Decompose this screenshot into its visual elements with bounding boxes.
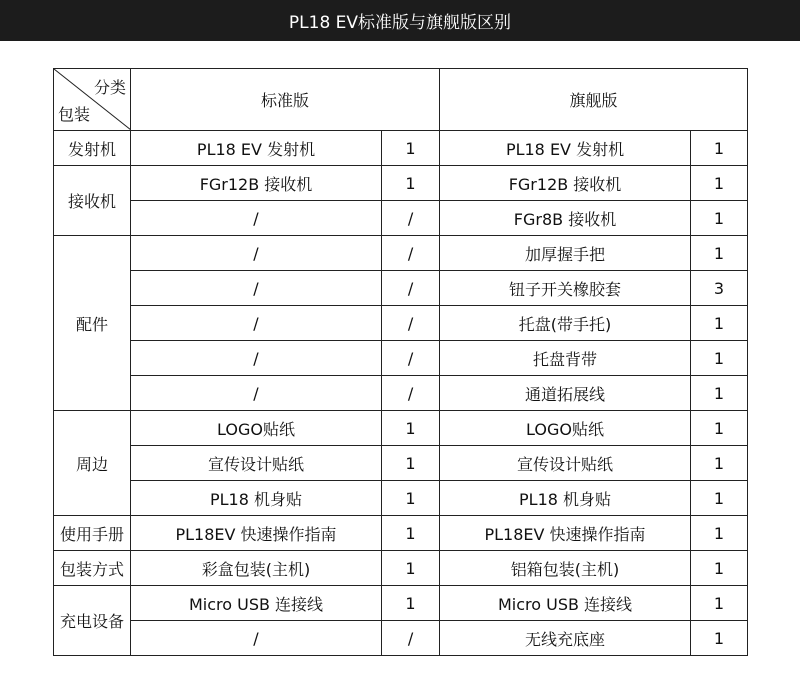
- standard-item: /: [131, 376, 382, 411]
- flagship-qty: 1: [691, 376, 748, 411]
- category-cell: 充电设备: [54, 586, 131, 656]
- standard-qty: 1: [382, 586, 440, 621]
- flagship-item: 加厚握手把: [440, 236, 691, 271]
- standard-item: 彩盒包装(主机): [131, 551, 382, 586]
- flagship-qty: 1: [691, 201, 748, 236]
- standard-item: PL18EV 快速操作指南: [131, 516, 382, 551]
- flagship-item: 钮子开关橡胶套: [440, 271, 691, 306]
- standard-item: /: [131, 236, 382, 271]
- flagship-item: PL18 机身贴: [440, 481, 691, 516]
- standard-qty: /: [382, 271, 440, 306]
- table-row: [54, 516, 748, 551]
- flagship-item: Micro USB 连接线: [440, 586, 691, 621]
- flagship-item: LOGO贴纸: [440, 411, 691, 446]
- flagship-qty: 1: [691, 411, 748, 446]
- standard-qty: 1: [382, 166, 440, 201]
- table-row: [54, 236, 748, 271]
- flagship-item: FGr8B 接收机: [440, 201, 691, 236]
- category-cell: 发射机: [54, 131, 131, 166]
- flagship-item: 宣传设计贴纸: [440, 446, 691, 481]
- standard-item: /: [131, 341, 382, 376]
- flagship-qty: 1: [691, 446, 748, 481]
- table-row: [54, 586, 748, 621]
- standard-item: /: [131, 271, 382, 306]
- comparison-table: [53, 68, 748, 656]
- flagship-qty: 1: [691, 586, 748, 621]
- corner-label-category: 分类: [93, 78, 126, 97]
- flagship-item: PL18EV 快速操作指南: [440, 516, 691, 551]
- table-row: [54, 551, 748, 586]
- table-row: [54, 481, 748, 516]
- standard-item: LOGO贴纸: [131, 411, 382, 446]
- table-row: [54, 131, 748, 166]
- flagship-item: 无线充底座: [440, 621, 691, 656]
- flagship-item: 托盘背带: [440, 341, 691, 376]
- category-cell: 包装方式: [54, 551, 131, 586]
- standard-item: /: [131, 621, 382, 656]
- standard-qty: 1: [382, 516, 440, 551]
- table-row: [54, 341, 748, 376]
- table-row: [54, 271, 748, 306]
- standard-qty: /: [382, 306, 440, 341]
- page-title: PL18 EV标准版与旗舰版区别: [0, 0, 800, 41]
- flagship-qty: 1: [691, 306, 748, 341]
- standard-qty: 1: [382, 481, 440, 516]
- standard-item: /: [131, 201, 382, 236]
- flagship-qty: 1: [691, 166, 748, 201]
- table-row: [54, 411, 748, 446]
- standard-qty: 1: [382, 411, 440, 446]
- standard-item: 宣传设计贴纸: [131, 446, 382, 481]
- flagship-item: PL18 EV 发射机: [440, 131, 691, 166]
- flagship-qty: 1: [691, 516, 748, 551]
- standard-qty: 1: [382, 551, 440, 586]
- flagship-item: 铝箱包装(主机): [440, 551, 691, 586]
- header-flagship: 旗舰版: [440, 69, 748, 131]
- category-cell: 配件: [54, 236, 131, 411]
- flagship-qty: 3: [691, 271, 748, 306]
- flagship-qty: 1: [691, 551, 748, 586]
- corner-label-packaging: 包装: [58, 105, 91, 124]
- category-cell: 使用手册: [54, 516, 131, 551]
- table-row: [54, 166, 748, 201]
- standard-qty: 1: [382, 131, 440, 166]
- flagship-qty: 1: [691, 131, 748, 166]
- standard-qty: /: [382, 201, 440, 236]
- header-standard: 标准版: [131, 69, 440, 131]
- standard-qty: /: [382, 376, 440, 411]
- table-row: [54, 201, 748, 236]
- standard-qty: /: [382, 621, 440, 656]
- flagship-item: 托盘(带手托): [440, 306, 691, 341]
- standard-item: Micro USB 连接线: [131, 586, 382, 621]
- table-row: [54, 306, 748, 341]
- standard-item: PL18 机身贴: [131, 481, 382, 516]
- category-cell: 周边: [54, 411, 131, 516]
- flagship-qty: 1: [691, 341, 748, 376]
- standard-qty: /: [382, 236, 440, 271]
- flagship-item: FGr12B 接收机: [440, 166, 691, 201]
- standard-item: PL18 EV 发射机: [131, 131, 382, 166]
- flagship-item: 通道拓展线: [440, 376, 691, 411]
- standard-qty: /: [382, 341, 440, 376]
- table-row: [54, 446, 748, 481]
- category-cell: 接收机: [54, 166, 131, 236]
- table-header-row: [54, 69, 748, 131]
- corner-header-cell: [54, 69, 131, 131]
- standard-item: /: [131, 306, 382, 341]
- standard-item: FGr12B 接收机: [131, 166, 382, 201]
- flagship-qty: 1: [691, 236, 748, 271]
- table-row: [54, 376, 748, 411]
- flagship-qty: 1: [691, 481, 748, 516]
- table-row: [54, 621, 748, 656]
- flagship-qty: 1: [691, 621, 748, 656]
- standard-qty: 1: [382, 446, 440, 481]
